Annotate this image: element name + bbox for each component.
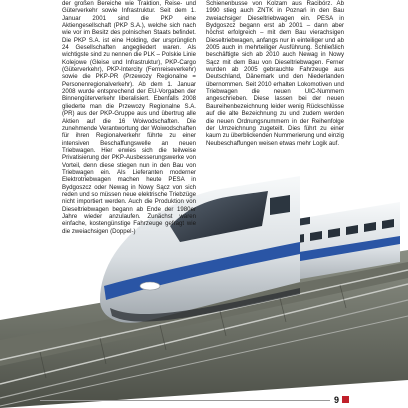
page-number: 9	[334, 395, 340, 405]
text-column-left	[62, 0, 196, 235]
text-column-right	[206, 0, 344, 147]
footer-rule	[40, 400, 330, 401]
train-headlight	[140, 282, 160, 290]
body-text-right: Schienenbusse von Kolzam aus Racibórz. Ab 1990 stieg auch ZNTK in Poznań in den Bau zweiachsiger Dieseltriebwagen ein. PESA in Bydgoszcz begann erst ab 2001 – dann aber höchst erfolgreich – mit dem Bau vierachsigen Dieseltriebwagen, anfangs nur in einteiliger und ab 2005 auch in mehrteiliger Ausführung. Schließlich beschäftigte sich ab 2010 auch Newag in Nowy Sącz mit dem Bau von Dieseltriebwagen. Ferner wurden ab 2005 gebrauchte Fahrzeuge aus Deutschland, Dänemark und den Niederlanden übernommen. Seit 2010 erhalten Lokomotiven und Triebwagen die neuen UIC-Nummern angeschrieben. Diese lassen bei der neuen Baureihenbezeichnung leider wenig Rückschlüsse auf die alte Bezeichnung zu und zudem werden die neuen Ordnungsnummern in der Reihenfolge der Umzeichnung zugeteilt. Dies führt zu einer kaum zu überblickenden Nummerierung und einzig Neubeschaffungen weisen etwas mehr Logik auf.	[206, 0, 344, 147]
body-text-left: der großen Bereiche wie Traktion, Reise- und Güterverkehr sowie Infrastruktur. Seit dem 1. Januar 2001 sind die PKP eine Aktiengesellschaft (PKP S.A.), welche sich nach wie vor im Besitz des polnischen Staats befindet. Die PKP S.A. ist eine Holding, der ursprünglich 24 Gesellschaften angegliedert waren. Als wichtigste sind zu nennen die PLK – Polskie Linie Kolejowe (Gleise und Infrastruktur), PKP-Cargo (Güterverkehr), PKP-Intercity (Fernreiseverkehr) sowie die PKP-PR (Przewozy Regionalne = Personenregionalverkehr). Ab dem 1. Januar 2008 wurde entsprechend der EU-Vorgaben der Binnengüterverkehr liberalisiert. Ebenfalls 2008 gliederte man die Przewozy Regionalne S.A. (PR) aus der PKP-Gruppe aus und übertrug alle Aktien auf die 16 Woiwodschaften. Die zunehmende Verantwortung der Woiwodschaften für ihren Regionalverkehr führte zu einer intensiven Beschaffungswelle an neuen Triebwagen. Hier erwies sich die teilweise Privatisierung der PKP-Ausbesserungswerke von Vorteil, denn diese stiegen nun in den Bau von Triebwagen ein. Als Lieferanten moderner Elektrotriebwagen machen heute PESA in Bydgoszcz oder Newag in Nowy Sącz von sich reden und so müssen neue elektrische Triebzüge nicht importiert werden. Auch die Produktion von Dieseltriebwagen begann ab Ende der 1980er Jahre wieder anzulaufen. Zunächst waren einfache, kostengünstige Fahrzeuge gefragt wie die zweiachsigen (Doppel-)	[62, 0, 196, 235]
page-marker-square	[342, 396, 349, 403]
